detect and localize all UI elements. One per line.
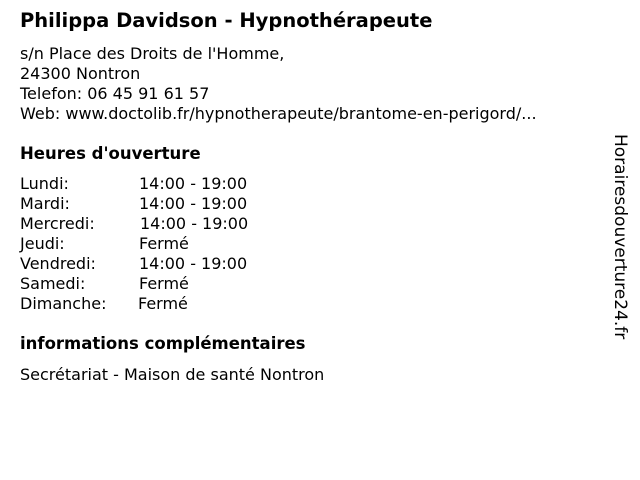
info-text: Secrétariat - Maison de santé Nontron xyxy=(20,365,325,384)
day-label: Lundi: xyxy=(20,174,69,193)
day-label: Dimanche: xyxy=(20,294,107,313)
day-label: Samedi: xyxy=(20,274,86,293)
day-label: Jeudi: xyxy=(20,234,65,253)
info-heading: informations complémentaires xyxy=(20,334,306,353)
address-line-2: 24300 Nontron xyxy=(20,64,141,83)
hours-value: Fermé xyxy=(138,294,188,313)
phone-line: Telefon: 06 45 91 61 57 xyxy=(20,84,210,103)
contact-block xyxy=(20,44,537,124)
day-label: Mercredi: xyxy=(20,214,95,233)
hours-heading: Heures d'ouverture xyxy=(20,144,201,163)
hours-value: 14:00 - 19:00 xyxy=(140,214,249,233)
site-watermark: Horairesdouverture24.fr xyxy=(610,134,630,340)
hours-value: 14:00 - 19:00 xyxy=(139,194,248,213)
day-label: Mardi: xyxy=(20,194,70,213)
hours-value: Fermé xyxy=(139,234,189,253)
hours-value: 14:00 - 19:00 xyxy=(139,254,248,273)
web-line: Web: www.doctolib.fr/hypnotherapeute/brantome-en-perigord/... xyxy=(20,104,537,123)
address-line-1: s/n Place des Droits de l'Homme, xyxy=(20,44,285,63)
hours-value: 14:00 - 19:00 xyxy=(139,174,248,193)
day-label: Vendredi: xyxy=(20,254,96,273)
business-title: Philippa Davidson - Hypnothérapeute xyxy=(20,9,433,32)
hours-value: Fermé xyxy=(139,274,189,293)
